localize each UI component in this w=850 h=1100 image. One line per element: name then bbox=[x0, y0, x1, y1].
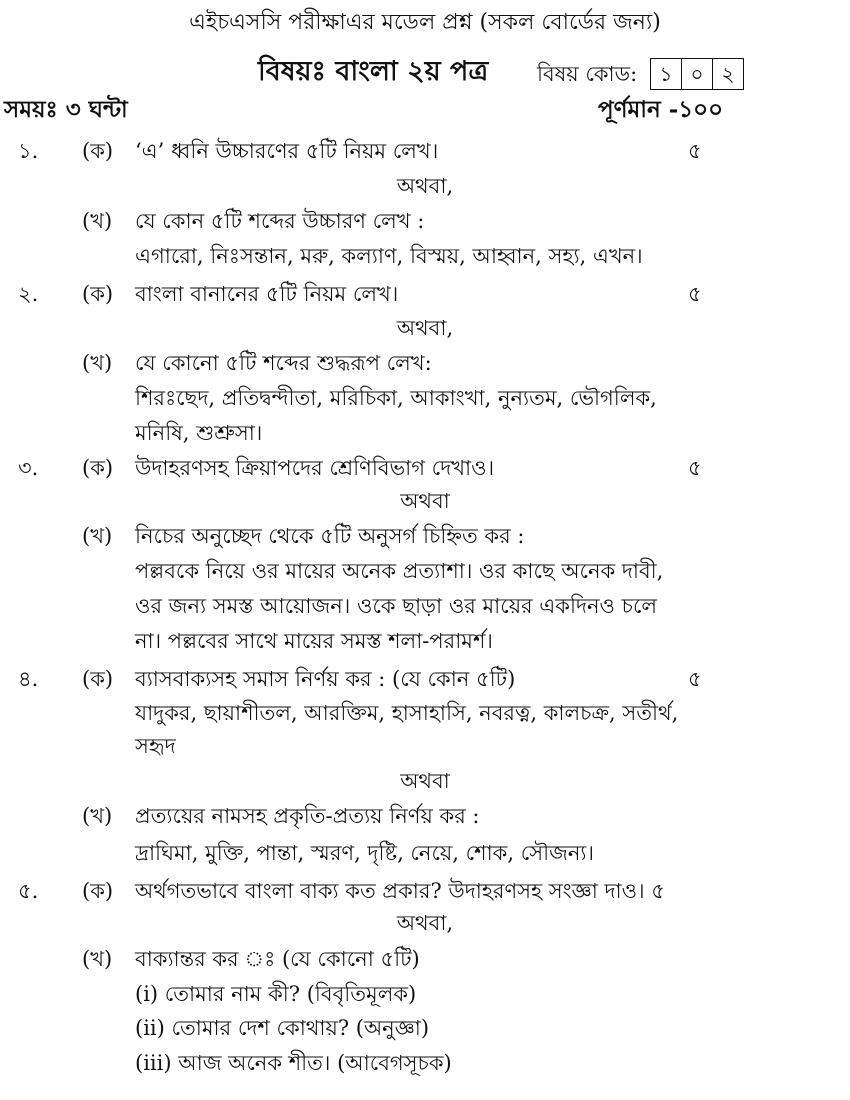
question-number: ৫. bbox=[18, 879, 39, 903]
part-label: (খ) bbox=[82, 351, 113, 375]
or-label: অথবা bbox=[400, 489, 450, 513]
question-text: মনিষি, শুশ্রুসা। bbox=[135, 421, 263, 445]
part-label: (ক) bbox=[82, 282, 114, 306]
part-label: (ক) bbox=[82, 667, 114, 691]
full-marks: পূর্ণমান -১০০ bbox=[598, 96, 724, 123]
time-allowed: সময়ঃ ৩ ঘন্টা bbox=[4, 96, 128, 123]
part-label: (খ) bbox=[82, 804, 113, 828]
question-number: ৩. bbox=[18, 456, 39, 480]
question-text: (iii) আজ অনেক শীত। (আবেগসূচক) bbox=[135, 1051, 452, 1075]
question-mark: ৫ bbox=[688, 282, 702, 306]
part-label: (ক) bbox=[82, 456, 114, 480]
part-label: (ক) bbox=[82, 879, 114, 903]
question-mark: ৫ bbox=[688, 139, 702, 163]
or-label: অথবা, bbox=[396, 174, 454, 198]
question-text: না। পল্লবের সাথে মায়ের সমস্ত শলা-পরামর্শ। bbox=[135, 629, 493, 653]
question-text: বাংলা বানানের ৫টি নিয়ম লেখ। bbox=[135, 282, 399, 306]
question-text: যে কোনো ৫টি শব্দের শুদ্ধরূপ লেখ: bbox=[135, 351, 432, 375]
question-text: নিচের অনুচ্ছেদ থেকে ৫টি অনুসর্গ চিহ্নিত কর : bbox=[135, 524, 525, 548]
question-number: ১. bbox=[18, 139, 39, 163]
subject-code-boxes bbox=[650, 58, 744, 90]
question-text: বাক্যান্তর কর ঃ (যে কোনো ৫টি) bbox=[135, 947, 420, 971]
question-text: সহৃদ bbox=[135, 734, 176, 758]
question-text: উদাহরণসহ ক্রিয়াপদের শ্রেণিবিভাগ দেখাও। bbox=[135, 456, 495, 480]
code-digit: ০ bbox=[682, 59, 713, 89]
question-mark: ৫ bbox=[688, 667, 702, 691]
question-text: এগারো, নিঃসন্তান, মরু, কল্যাণ, বিস্ময়, আহ্বান, সহ্য, এখন। bbox=[135, 244, 643, 268]
or-label: অথবা, bbox=[396, 316, 454, 340]
question-text: শিরঃছেদ, প্রতিদ্বন্দীতা, মরিচিকা, আকাংখা, নুন্যতম, ভৌগলিক, bbox=[135, 386, 657, 410]
question-text: (ii) তোমার দেশ কোথায়? (অনুজ্ঞা) bbox=[135, 1016, 430, 1040]
exam-title: এইচএসসি পরীক্ষাএর মডেল প্রশ্ন (সকল বোর্ডের জন্য) bbox=[189, 10, 661, 35]
question-text: যাদুকর, ছায়াশীতল, আরক্তিম, হাসাহাসি, নবরত্ন, কালচক্র, সতীর্থ, bbox=[135, 701, 679, 725]
part-label: (ক) bbox=[82, 139, 114, 163]
question-text: (i) তোমার নাম কী? (বিবৃতিমূলক) bbox=[135, 982, 417, 1006]
subject-code-label: বিষয় কোড: bbox=[537, 62, 638, 86]
part-label: (খ) bbox=[82, 947, 113, 971]
subject-title: বিষয়ঃ বাংলা ২য় পত্র bbox=[258, 56, 489, 87]
code-digit: ১ bbox=[651, 59, 682, 89]
code-digit: ২ bbox=[721, 62, 735, 86]
question-text: দ্রাঘিমা, মুক্তি, পান্তা, স্মরণ, দৃষ্টি, নেয়ে, শোক, সৌজন্য। bbox=[135, 841, 595, 865]
question-number: ৪. bbox=[18, 667, 39, 691]
question-text: ‘এ’ ধ্বনি উচ্চারণের ৫টি নিয়ম লেখ। bbox=[135, 139, 439, 163]
question-number: ২. bbox=[18, 282, 39, 306]
part-label: (খ) bbox=[82, 209, 113, 233]
question-text: পল্লবকে নিয়ে ওর মায়ের অনেক প্রত্যাশা। ওর কাছে অনেক দাবী, bbox=[135, 559, 664, 583]
or-label: অথবা, bbox=[396, 911, 454, 935]
question-text: যে কোন ৫টি শব্দের উচ্চারণ লেখ : bbox=[135, 209, 425, 233]
question-text: প্রত্যয়ের নামসহ প্রকৃতি-প্রত্যয় নির্ণয় কর : bbox=[135, 804, 480, 828]
question-text: ব্যাসবাক্যসহ সমাস নির্ণয় কর : (যে কোন ৫টি) bbox=[135, 667, 516, 691]
question-text: ওর জন্য সমস্ত আয়োজন। ওকে ছাড়া ওর মায়ের একদিনও চলে bbox=[135, 594, 658, 618]
question-mark: ৫ bbox=[688, 456, 702, 480]
or-label: অথবা bbox=[400, 769, 450, 793]
part-label: (খ) bbox=[82, 524, 113, 548]
question-text: অর্থগতভাবে বাংলা বাক্য কত প্রকার? উদাহরণসহ সংজ্ঞা দাও। ৫ bbox=[135, 879, 665, 903]
